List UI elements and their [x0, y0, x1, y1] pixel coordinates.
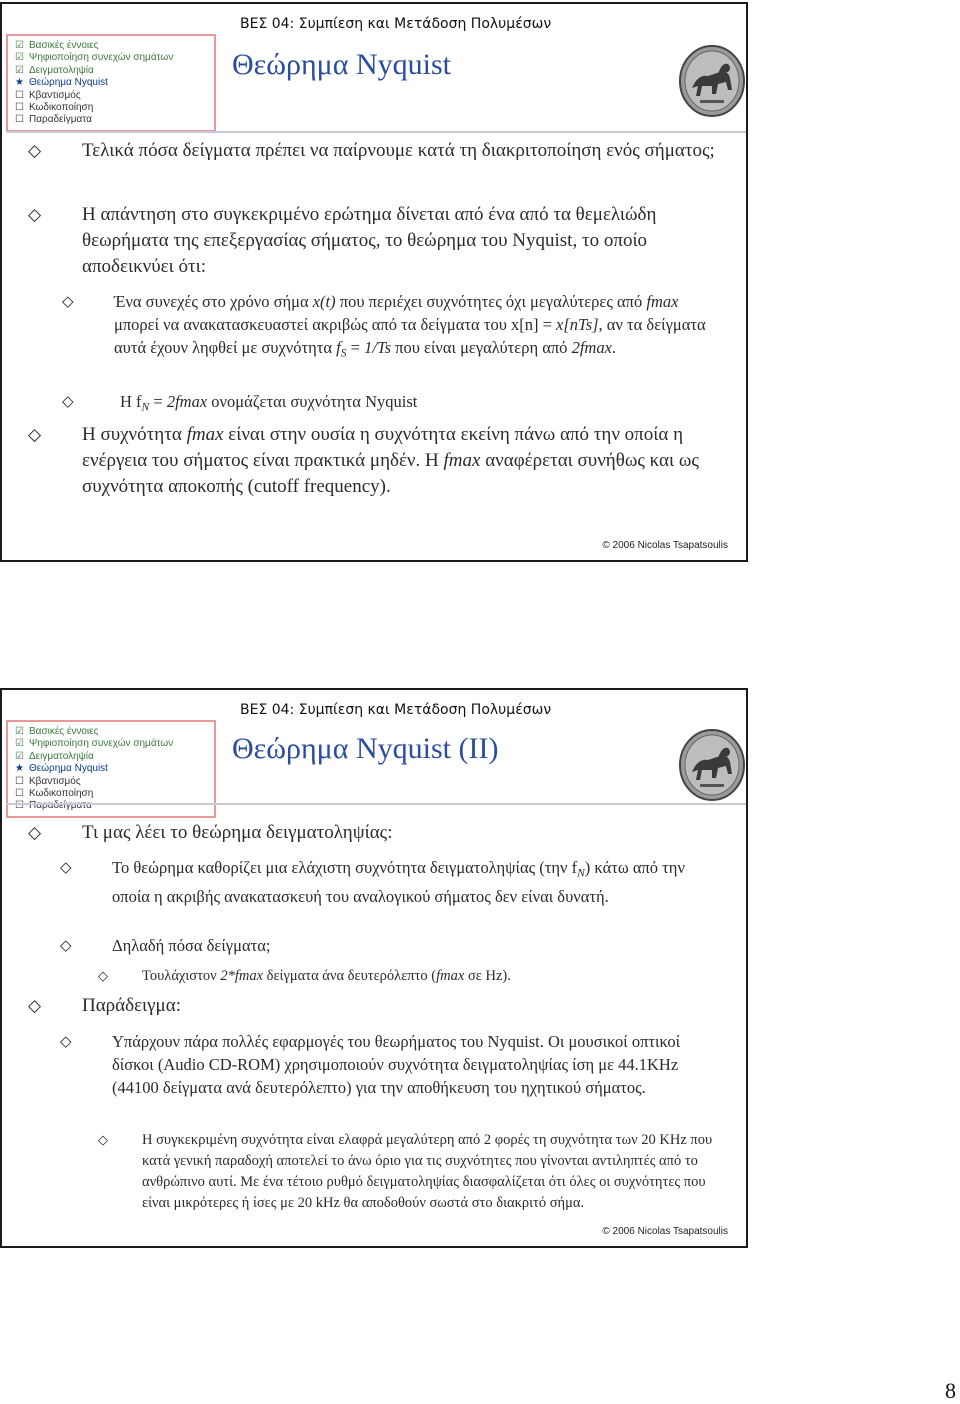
slide-title: Θεώρημα Nyquist	[232, 48, 451, 81]
math-term: 2fmax	[571, 338, 612, 357]
bullet-answer	[28, 202, 722, 280]
text-run: Τουλάχιστον	[142, 968, 221, 984]
diamond-outline-icon: ◇	[28, 205, 42, 225]
nav-item-label: Κβαντισμός	[29, 775, 81, 787]
checkbox-checked-icon: ☑	[15, 64, 24, 76]
text-run: =	[149, 392, 167, 411]
copyright-notice: © 2006 Nicolas Tsapatsoulis	[602, 540, 728, 551]
bullet-what-it-says	[28, 820, 722, 846]
checkbox-empty-icon: ☐	[15, 788, 24, 800]
math-subscript: N	[577, 867, 585, 880]
text-run: .	[611, 338, 617, 357]
checkbox-empty-icon: ☐	[15, 102, 24, 114]
bullet-fmax-definition	[28, 422, 730, 500]
checkbox-checked-icon: ☑	[15, 40, 24, 51]
math-subscript: N	[141, 401, 150, 414]
star-icon: ★	[15, 77, 24, 89]
text-run: μπορεί να ανακατασκευαστεί ακριβώς από τα δείγματα του x[n] =	[114, 315, 557, 334]
nav-item-label: Κωδικοποίηση	[29, 102, 94, 114]
nav-item-label: Κβαντισμός	[29, 89, 81, 101]
nav-item-label: Παραδείγματα	[29, 800, 92, 812]
slide-title: Θεώρημα Nyquist (ΙΙ)	[232, 732, 499, 765]
diamond-outline-icon: ◇	[60, 858, 72, 876]
diamond-outline-icon: ◇	[98, 969, 108, 984]
slide-1	[0, 2, 748, 562]
text-run: δείγματα άνα δευτερόλεπτο (	[263, 968, 437, 984]
sub-sub-bullet-at-least	[98, 966, 732, 987]
nav-item-basic-concepts[interactable]	[14, 726, 208, 738]
text-run: , αν τα δείγματα αυτά έχουν ληφθεί με συχνότητα	[114, 315, 706, 357]
copyright-notice: © 2006 Nicolas Tsapatsoulis	[602, 1226, 728, 1237]
sub-bullet-minimum-rate	[60, 856, 724, 908]
bullet-text: Η συγκεκριμένη συχνότητα είναι ελαφρά μεγαλύτερη από 2 φορές τη συχνότητα των 20 KHz που κατά γενική παραδοχή αποτελεί το άνω όριο για τις συχνότητες που γίνονται αντιληπτές από το ανθρώπινο αυτί. Με ένα τέτοιο ρυθμό δειγματοληψίας διασφαλίζεται ότι όλες οι συχνότητες που είναι μικρότερες ή ίσες με 20 kHz θα αποδοθούν σωστά στο διακριτό σήμα.	[142, 1132, 713, 1211]
nav-item-label: Βασικές έννοιες	[29, 40, 99, 51]
bullet-question	[28, 138, 722, 164]
math-term: x[nTs]	[556, 315, 599, 334]
math-term: x(t)	[312, 292, 336, 311]
checkbox-checked-icon: ☑	[15, 726, 24, 737]
text-run: που είναι μεγαλύτερη από	[391, 338, 572, 357]
math-term: 2fmax	[166, 392, 208, 411]
diamond-outline-icon: ◇	[60, 1032, 72, 1050]
math-subscript: S	[340, 347, 347, 360]
diamond-outline-icon: ◇	[28, 823, 42, 843]
nav-item-coding[interactable]	[14, 788, 208, 800]
text-run: =	[346, 338, 365, 357]
ancient-coin-icon	[678, 728, 746, 802]
page-number: 8	[945, 1378, 956, 1403]
nav-item-label: Παραδείγματα	[29, 114, 92, 126]
text-run: είναι στην ουσία η συχνότητα εκείνη πάνω από την οποία η ενέργεια του σήματος είναι πρακτικά μηδέν. Η	[82, 424, 684, 471]
diamond-outline-icon: ◇	[28, 996, 42, 1016]
course-title: ΒΕΣ 04: Συμπίεση και Μετάδοση Πολυμέσων	[240, 702, 552, 718]
checkbox-empty-icon: ☐	[15, 89, 24, 101]
checkbox-checked-icon: ☑	[15, 52, 24, 64]
bullet-text: Η απάντηση στο συγκεκριμένο ερώτημα δίνεται από ένα από τα θεμελιώδη θεωρήματα της επεξεργασίας σήματος, το θεώρημα του Nyquist, το οποίο αποδεικνύει ότι:	[82, 204, 657, 277]
slide-2	[0, 688, 748, 1248]
math-term: f	[336, 338, 341, 357]
diamond-outline-icon: ◇	[98, 1133, 108, 1148]
sub-bullet-how-many	[60, 934, 724, 957]
header-divider	[6, 803, 746, 805]
nav-item-label: Θεώρημα Nyquist	[29, 763, 108, 775]
text-run: ) κάτω από την οποία η ακριβής ανακατασκευή του αναλογικού σήματος δεν είναι δυνατή.	[112, 858, 685, 907]
sub-sub-bullet-20khz	[98, 1130, 732, 1214]
nav-item-label: Ψηφιοποίηση συνεχών σημάτων	[29, 52, 174, 64]
nav-item-quantization[interactable]	[14, 776, 208, 788]
math-term: 1/Ts	[364, 338, 392, 357]
bullet-text: Τι μας λέει το θεώρημα δειγματοληψίας:	[82, 822, 393, 843]
bullet-text: Παράδειγμα:	[82, 995, 181, 1016]
text-run: που περιέχει συχνότητες όχι μεγαλύτερες από	[335, 292, 647, 311]
checkbox-empty-icon: ☐	[15, 800, 24, 812]
diamond-outline-icon: ◇	[28, 141, 42, 161]
star-icon: ★	[15, 763, 24, 775]
bullet-example-heading	[28, 993, 722, 1019]
diamond-outline-icon: ◇	[62, 292, 74, 310]
checkbox-checked-icon: ☑	[15, 738, 24, 750]
math-term: fmax	[443, 450, 481, 471]
nav-item-label: Δειγματοληψία	[29, 64, 94, 76]
topic-nav	[6, 34, 216, 132]
diamond-outline-icon: ◇	[60, 936, 72, 954]
bullet-text: Τελικά πόσα δείγματα πρέπει να παίρνουμε κατά τη διακριτοποίηση ενός σήματος;	[82, 140, 715, 161]
nav-item-label: Κωδικοποίηση	[29, 788, 94, 800]
nav-item-digitization[interactable]	[14, 738, 208, 750]
text-run: Η συχνότητα	[82, 424, 187, 445]
text-run: Το θεώρημα καθορίζει μια ελάχιστη συχνότητα δειγματοληψίας (την f	[112, 858, 578, 877]
nav-item-label: Ψηφιοποίηση συνεχών σημάτων	[29, 738, 174, 750]
nav-item-quantization[interactable]	[14, 90, 208, 102]
header-divider	[6, 131, 746, 133]
nav-item-label: Θεώρημα Nyquist	[29, 77, 108, 89]
nav-item-examples[interactable]	[14, 114, 208, 126]
nav-item-label: Δειγματοληψία	[29, 750, 94, 762]
bullet-text: Υπάρχουν πάρα πολλές εφαρμογές του θεωρήματος του Nyquist. Οι μουσικοί οπτικοί δίσκοι (Audio CD-ROM) χρησιμοποιούν συχνότητα δειγματοληψίας ίση με 44.1KHz (44100 δείγματα ανά δευτερόλεπτο) για την αποθήκευση του ηχητικού σήματος.	[112, 1032, 681, 1097]
ancient-coin-icon	[678, 44, 746, 118]
nav-item-sampling[interactable]	[14, 65, 208, 77]
sub-bullet-audio-cd	[60, 1030, 724, 1099]
course-title: ΒΕΣ 04: Συμπίεση και Μετάδοση Πολυμέσων	[240, 16, 552, 32]
diamond-outline-icon: ◇	[28, 425, 42, 445]
nav-item-nyquist-theorem[interactable]	[14, 763, 208, 775]
checkbox-empty-icon: ☐	[15, 775, 24, 787]
diamond-outline-icon: ◇	[62, 392, 74, 410]
text-run: σε Hz).	[464, 968, 511, 984]
math-term: 2*fmax	[220, 968, 264, 984]
sub-bullet-nyquist-frequency	[62, 390, 720, 419]
text-run: ονομάζεται συχνότητα Nyquist	[207, 392, 418, 411]
nav-item-nyquist-theorem[interactable]	[14, 77, 208, 89]
nav-item-label: Βασικές έννοιες	[29, 726, 99, 737]
text-run: αναφέρεται συνήθως και ως συχνότητα αποκοπής (cutoff frequency).	[82, 450, 699, 497]
sub-bullet-theorem-statement	[62, 290, 724, 365]
text-run: Ένα συνεχές στο χρόνο σήμα	[114, 292, 313, 311]
nav-item-sampling[interactable]	[14, 751, 208, 763]
math-term: fmax	[436, 968, 465, 984]
math-term: fmax	[186, 424, 224, 445]
bullet-text: Δηλαδή πόσα δείγματα;	[112, 936, 271, 955]
text-run: Η f	[120, 392, 142, 411]
checkbox-empty-icon: ☐	[15, 114, 24, 126]
math-term: fmax	[646, 292, 679, 311]
nav-item-coding[interactable]	[14, 102, 208, 114]
nav-item-digitization[interactable]	[14, 52, 208, 64]
checkbox-checked-icon: ☑	[15, 750, 24, 762]
nav-item-basic-concepts[interactable]	[14, 40, 208, 52]
